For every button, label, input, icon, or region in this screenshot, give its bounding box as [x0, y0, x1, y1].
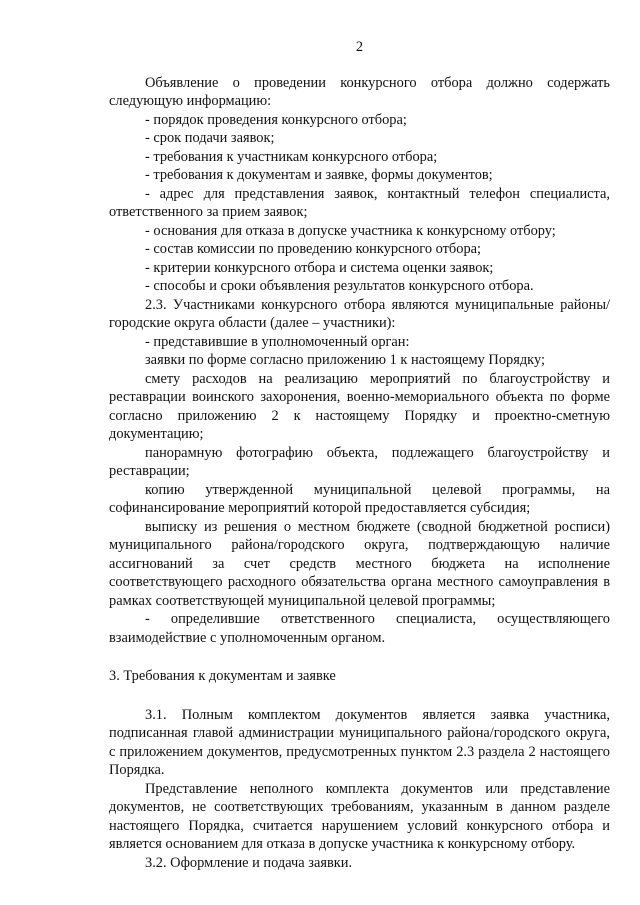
- list-item: - требования к участникам конкурсного отбора;: [145, 148, 438, 165]
- paragraph-3-1: 3.1. Полным комплектом документов является заявка участника, подписанная главой администрации муниципального района/городского округа, с приложением документов, предусмотренных пунктом 2.3 раздела 2 настоящего Порядка.: [109, 706, 610, 778]
- list-item: заявки по форме согласно приложению 1 к настоящему Порядку;: [145, 352, 545, 368]
- list-item: - критерии конкурсного отбора и система оценки заявок;: [145, 259, 494, 276]
- list-item: - представившие в уполномоченный орган:: [145, 333, 410, 350]
- document-body: [109, 74, 610, 873]
- list-item: - адрес для представления заявок, контактный телефон специалиста, ответственного за прием заявок;: [109, 185, 610, 220]
- list-item: панорамную фотографию объекта, подлежащего благоустройству и реставрации;: [109, 444, 610, 479]
- paragraph-3-2: 3.2. Оформление и подача заявки.: [145, 854, 353, 871]
- page-number: 2: [355, 39, 364, 55]
- paragraph-announcement-intro: Объявление о проведении конкурсного отбора должно содержать следующую информацию:: [109, 74, 610, 109]
- list-item: - способы и сроки объявления результатов конкурсного отбора.: [145, 278, 534, 294]
- list-item: - основания для отказа в допуске участника к конкурсному отбору;: [145, 222, 556, 239]
- list-item: - требования к документам и заявке, формы документов;: [145, 167, 493, 183]
- list-item: копию утвержденной муниципальной целевой программы, на софинансирование мероприятий которой предоставляется субсидия;: [109, 481, 610, 516]
- list-item: смету расходов на реализацию мероприятий по благоустройству и реставрации воинского захоронения, военно-мемориального объекта по форме согласно приложению 2 к настоящему Порядку и проектно-сметную документацию;: [109, 370, 610, 442]
- list-item: - порядок проведения конкурсного отбора;: [145, 111, 407, 128]
- paragraph: Представление неполного комплекта документов или представление документов, не соответствующих требованиям, указанным в данном разделе настоящего Порядка, считается нарушением условий конкурсного отбора и является основанием для отказа в допуске участника к конкурсному отбору.: [109, 780, 610, 852]
- list-item: - срок подачи заявок;: [145, 130, 275, 146]
- section-heading: 3. Требования к документам и заявке: [109, 668, 336, 684]
- list-item: - определившие ответственного специалиста, осуществляющего взаимодействие с уполномоченным органом.: [109, 611, 610, 646]
- list-item: выписку из решения о местном бюджете (сводной бюджетной росписи) муниципального района/городского округа, подтверждающую наличие ассигнований за счет средств местного бюджета на исполнение соответствующего расходного обязательства органа местного самоуправления в рамках соответствующей муниципальной целевой программы;: [109, 518, 610, 609]
- list-item: - состав комиссии по проведению конкурсного отбора;: [145, 241, 482, 257]
- paragraph-2-3: 2.3. Участниками конкурсного отбора являются муниципальные районы/городские округа области (далее – участники):: [109, 296, 610, 331]
